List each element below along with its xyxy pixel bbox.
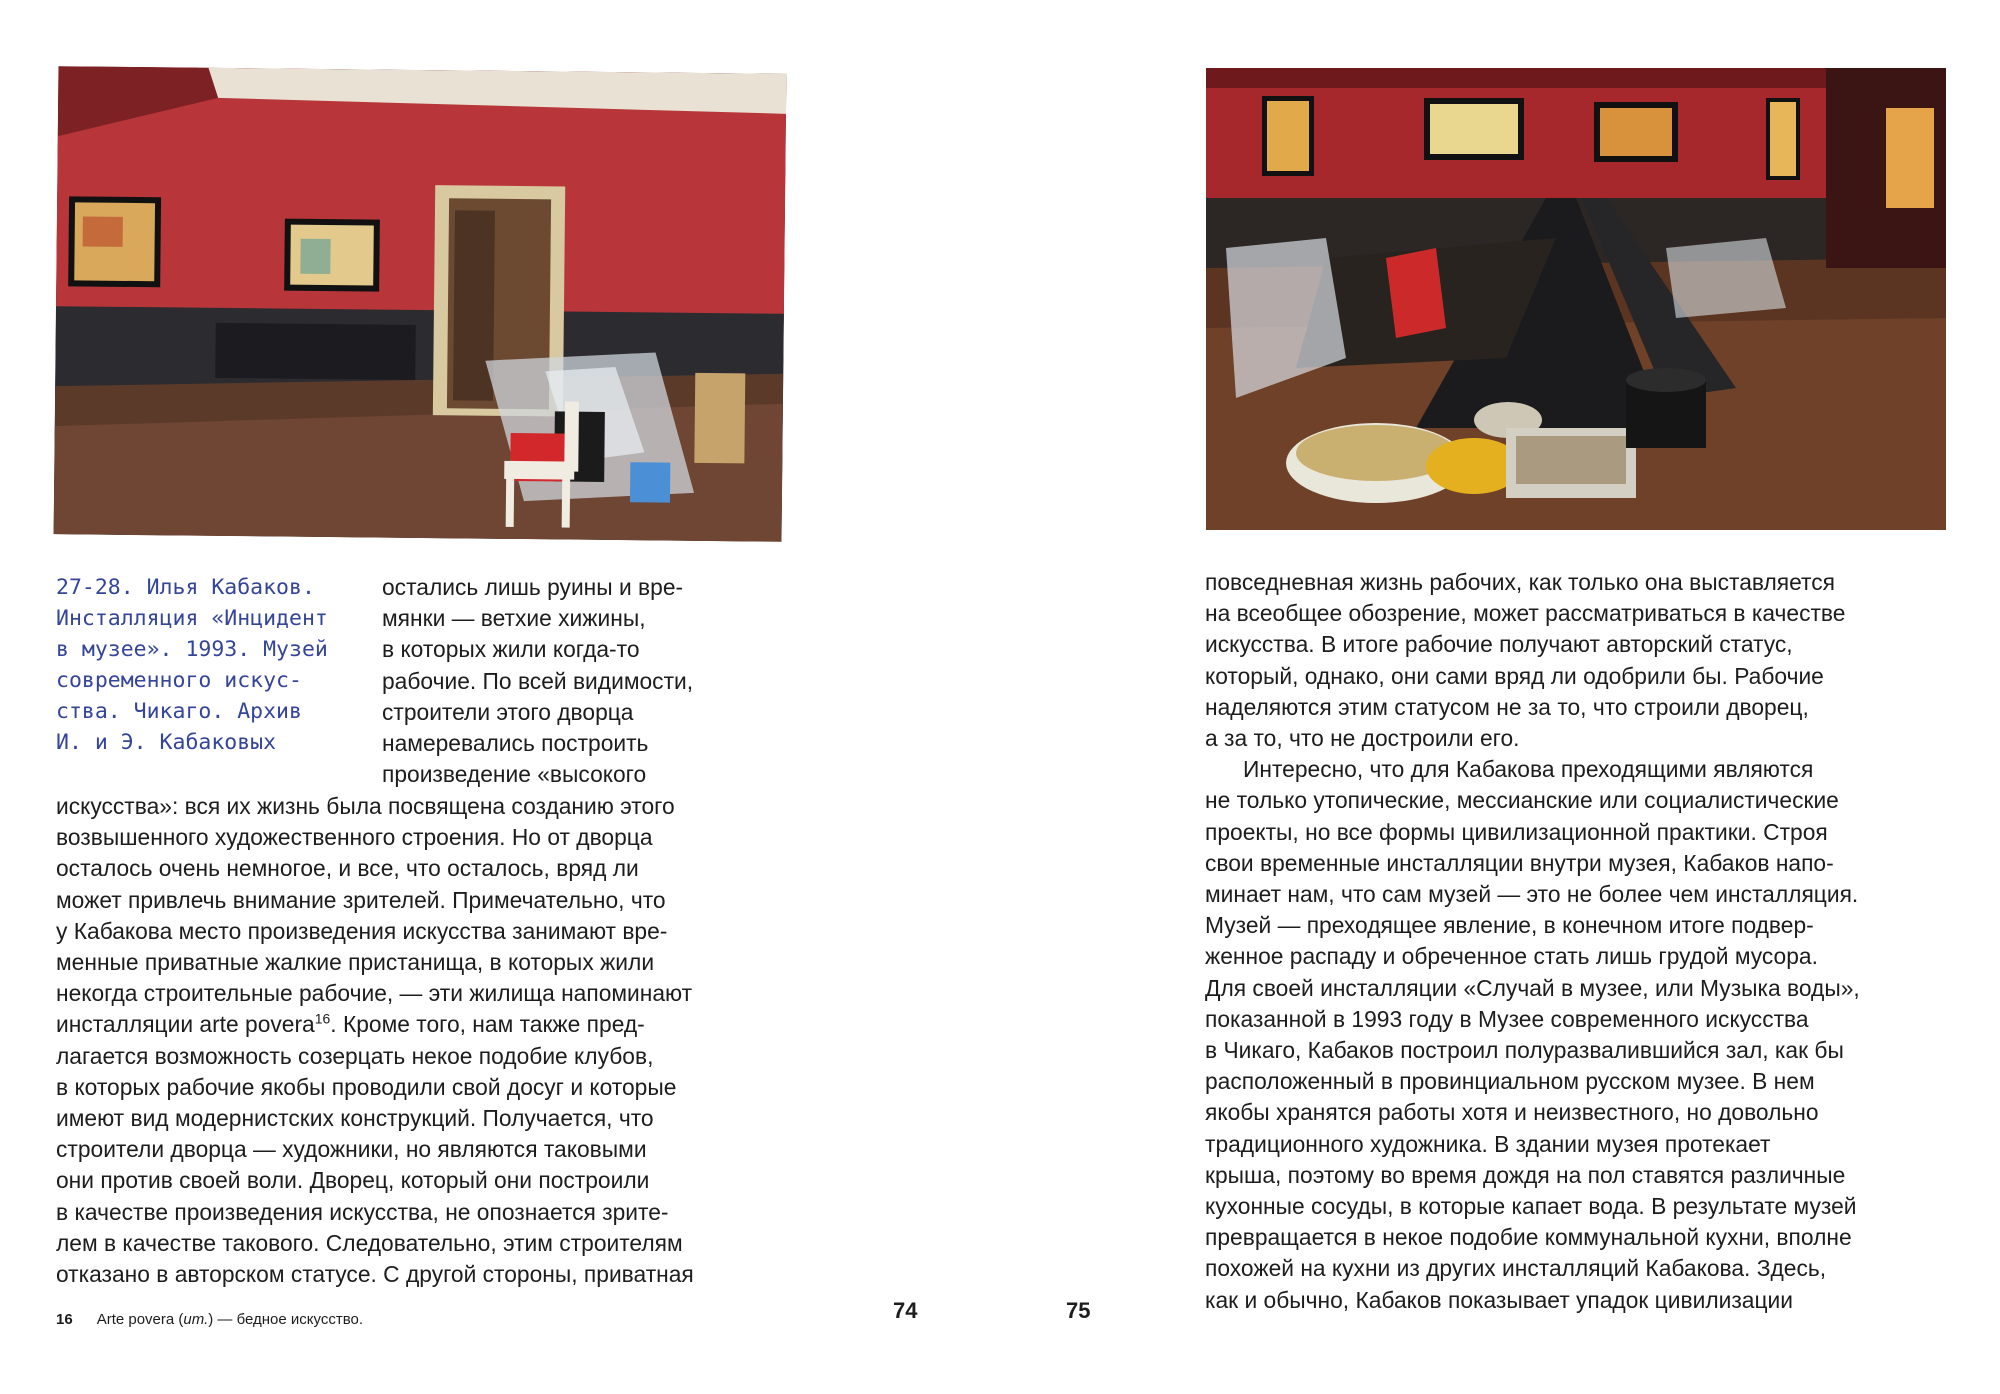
text-line: похожей на кухни из других инсталляций Кабакова. Здесь,: [1205, 1255, 1827, 1282]
caption-line: 27-28. Илья Кабаков.: [56, 575, 315, 600]
page-number-right: 75: [1066, 1298, 1091, 1323]
text-line: возвышенного художественного строения. Но от дворца: [56, 824, 653, 851]
text-line: у Кабакова место произведения искусства занимают вре-: [56, 917, 668, 944]
text-line: женное распаду и обреченное стать лишь грудой мусора.: [1205, 943, 1818, 970]
text-line: искусства»: вся их жизнь была посвящена созданию этого: [56, 793, 675, 819]
text-line: мянки — ветхие хижины,: [382, 605, 646, 632]
text-fragment: . Кроме того, нам также пред-: [330, 1011, 645, 1038]
footnote-definition: — бедное искусство.: [213, 1311, 364, 1328]
text-line: не только утопические, мессианские или социалистические: [1205, 787, 1839, 814]
text-line: они против своей воли. Дворец, который они построили: [56, 1167, 650, 1194]
text-line: остались лишь руины и вре-: [382, 574, 684, 600]
left-page-text-narrow: [382, 572, 762, 790]
footnote: 16 Arte povera (ит.) — бедное искусство.: [56, 1311, 364, 1328]
text-line: проекты, но все формы цивилизационной практики. Строя: [1205, 818, 1828, 845]
text-line: традиционного художника. В здании музея протекает: [1205, 1130, 1771, 1157]
text-line: в качестве произведения искусства, не опознается зрите-: [56, 1198, 669, 1225]
text-line: осталось очень немногое, и все, что осталось, вряд ли: [56, 855, 639, 882]
paragraph-first-line: Интересно, что для Кабакова преходящими являются: [1243, 756, 1814, 783]
text-line: кухонные сосуды, в которые капает вода. В результате музей: [1205, 1193, 1857, 1220]
text-line-with-footnote: [56, 1009, 774, 1040]
text-line: в Чикаго, Кабаков построил полуразвалившийся зал, как бы: [1205, 1037, 1844, 1064]
text-line: Для своей инсталляции «Случай в музее, или Музыка воды»,: [1205, 974, 1860, 1001]
caption-line: Инсталляция «Инцидент: [56, 606, 328, 631]
caption-line: современного искус-: [56, 668, 302, 693]
text-line: минает нам, что сам музей — это не более чем инсталляция.: [1205, 881, 1859, 908]
text-line: который, однако, они сами вряд ли одобрили бы. Рабочие: [1205, 662, 1824, 689]
text-line: в которых жили когда-то: [382, 636, 640, 663]
text-line: крыша, поэтому во время дождя на пол ставятся различные: [1205, 1161, 1846, 1188]
installation-photo-right: [1206, 68, 1946, 530]
footnote-number: 16: [56, 1311, 73, 1328]
text-fragment: инсталляции arte povera: [56, 1011, 315, 1038]
caption-line: ства. Чикаго. Архив: [56, 699, 302, 724]
text-line: менные приватные жалкие пристанища, в которых жили: [56, 949, 655, 976]
text-line: а за то, что не достроили его.: [1205, 725, 1520, 752]
text-line: произведение «высокого: [382, 761, 647, 788]
text-line: лем в качестве такового. Следовательно, этим строителям: [56, 1229, 683, 1256]
right-page-text: [1205, 567, 1945, 1316]
text-line: повседневная жизнь рабочих, как только она выставляется: [1205, 569, 1835, 595]
caption-line: И. и Э. Кабаковых: [56, 730, 277, 755]
installation-photo-left: [54, 66, 787, 542]
text-line: как и обычно, Кабаков показывает упадок цивилизации: [1205, 1286, 1794, 1313]
text-line: рабочие. По всей видимости,: [382, 667, 694, 694]
left-page-text-wide: [56, 791, 774, 1290]
text-line: в которых рабочие якобы проводили свой досуг и которые: [56, 1073, 677, 1100]
page-number-left: 74: [893, 1298, 918, 1323]
text-line: строители этого дворца: [382, 698, 634, 725]
text-line: имеют вид модернистских конструкций. Получается, что: [56, 1105, 654, 1132]
footnote-language: ит.: [183, 1311, 209, 1328]
figure-caption: [56, 572, 376, 758]
text-line: превращается в некое подобие коммунальной кухни, вполне: [1205, 1224, 1852, 1251]
text-line: наделяются этим статусом не за то, что строили дворец,: [1205, 693, 1809, 720]
footnote-term: Arte povera: [96, 1311, 175, 1328]
text-line: Музей — преходящее явление, в конечном итоге подвер-: [1205, 912, 1814, 939]
text-line: на всеобщее обозрение, может рассматриваться в качестве: [1205, 600, 1846, 627]
text-line: расположенный в провинциальном русском музее. В нем: [1205, 1068, 1815, 1095]
caption-line: в музее». 1993. Музей: [56, 637, 328, 662]
text-line: может привлечь внимание зрителей. Примечательно, что: [56, 886, 666, 913]
text-line: отказано в авторском статусе. С другой стороны, приватная: [56, 1261, 694, 1288]
text-line: лагается возможность созерцать некое подобие клубов,: [56, 1042, 654, 1069]
text-line: намеревались построить: [382, 730, 649, 757]
text-line: искусства. В итоге рабочие получают авторский статус,: [1205, 631, 1793, 658]
footnote-reference[interactable]: 16: [314, 1010, 331, 1027]
text-line: строители дворца — художники, но являются таковыми: [56, 1136, 647, 1163]
text-line: якобы хранятся работы хотя и неизвестного, но довольно: [1205, 1099, 1819, 1126]
text-line: некогда строительные рабочие, — эти жилища напоминают: [56, 980, 693, 1007]
text-line: свои временные инсталляции внутри музея, Кабаков напо-: [1205, 849, 1834, 876]
text-line: показанной в 1993 году в Музее современного искусства: [1205, 1005, 1809, 1032]
